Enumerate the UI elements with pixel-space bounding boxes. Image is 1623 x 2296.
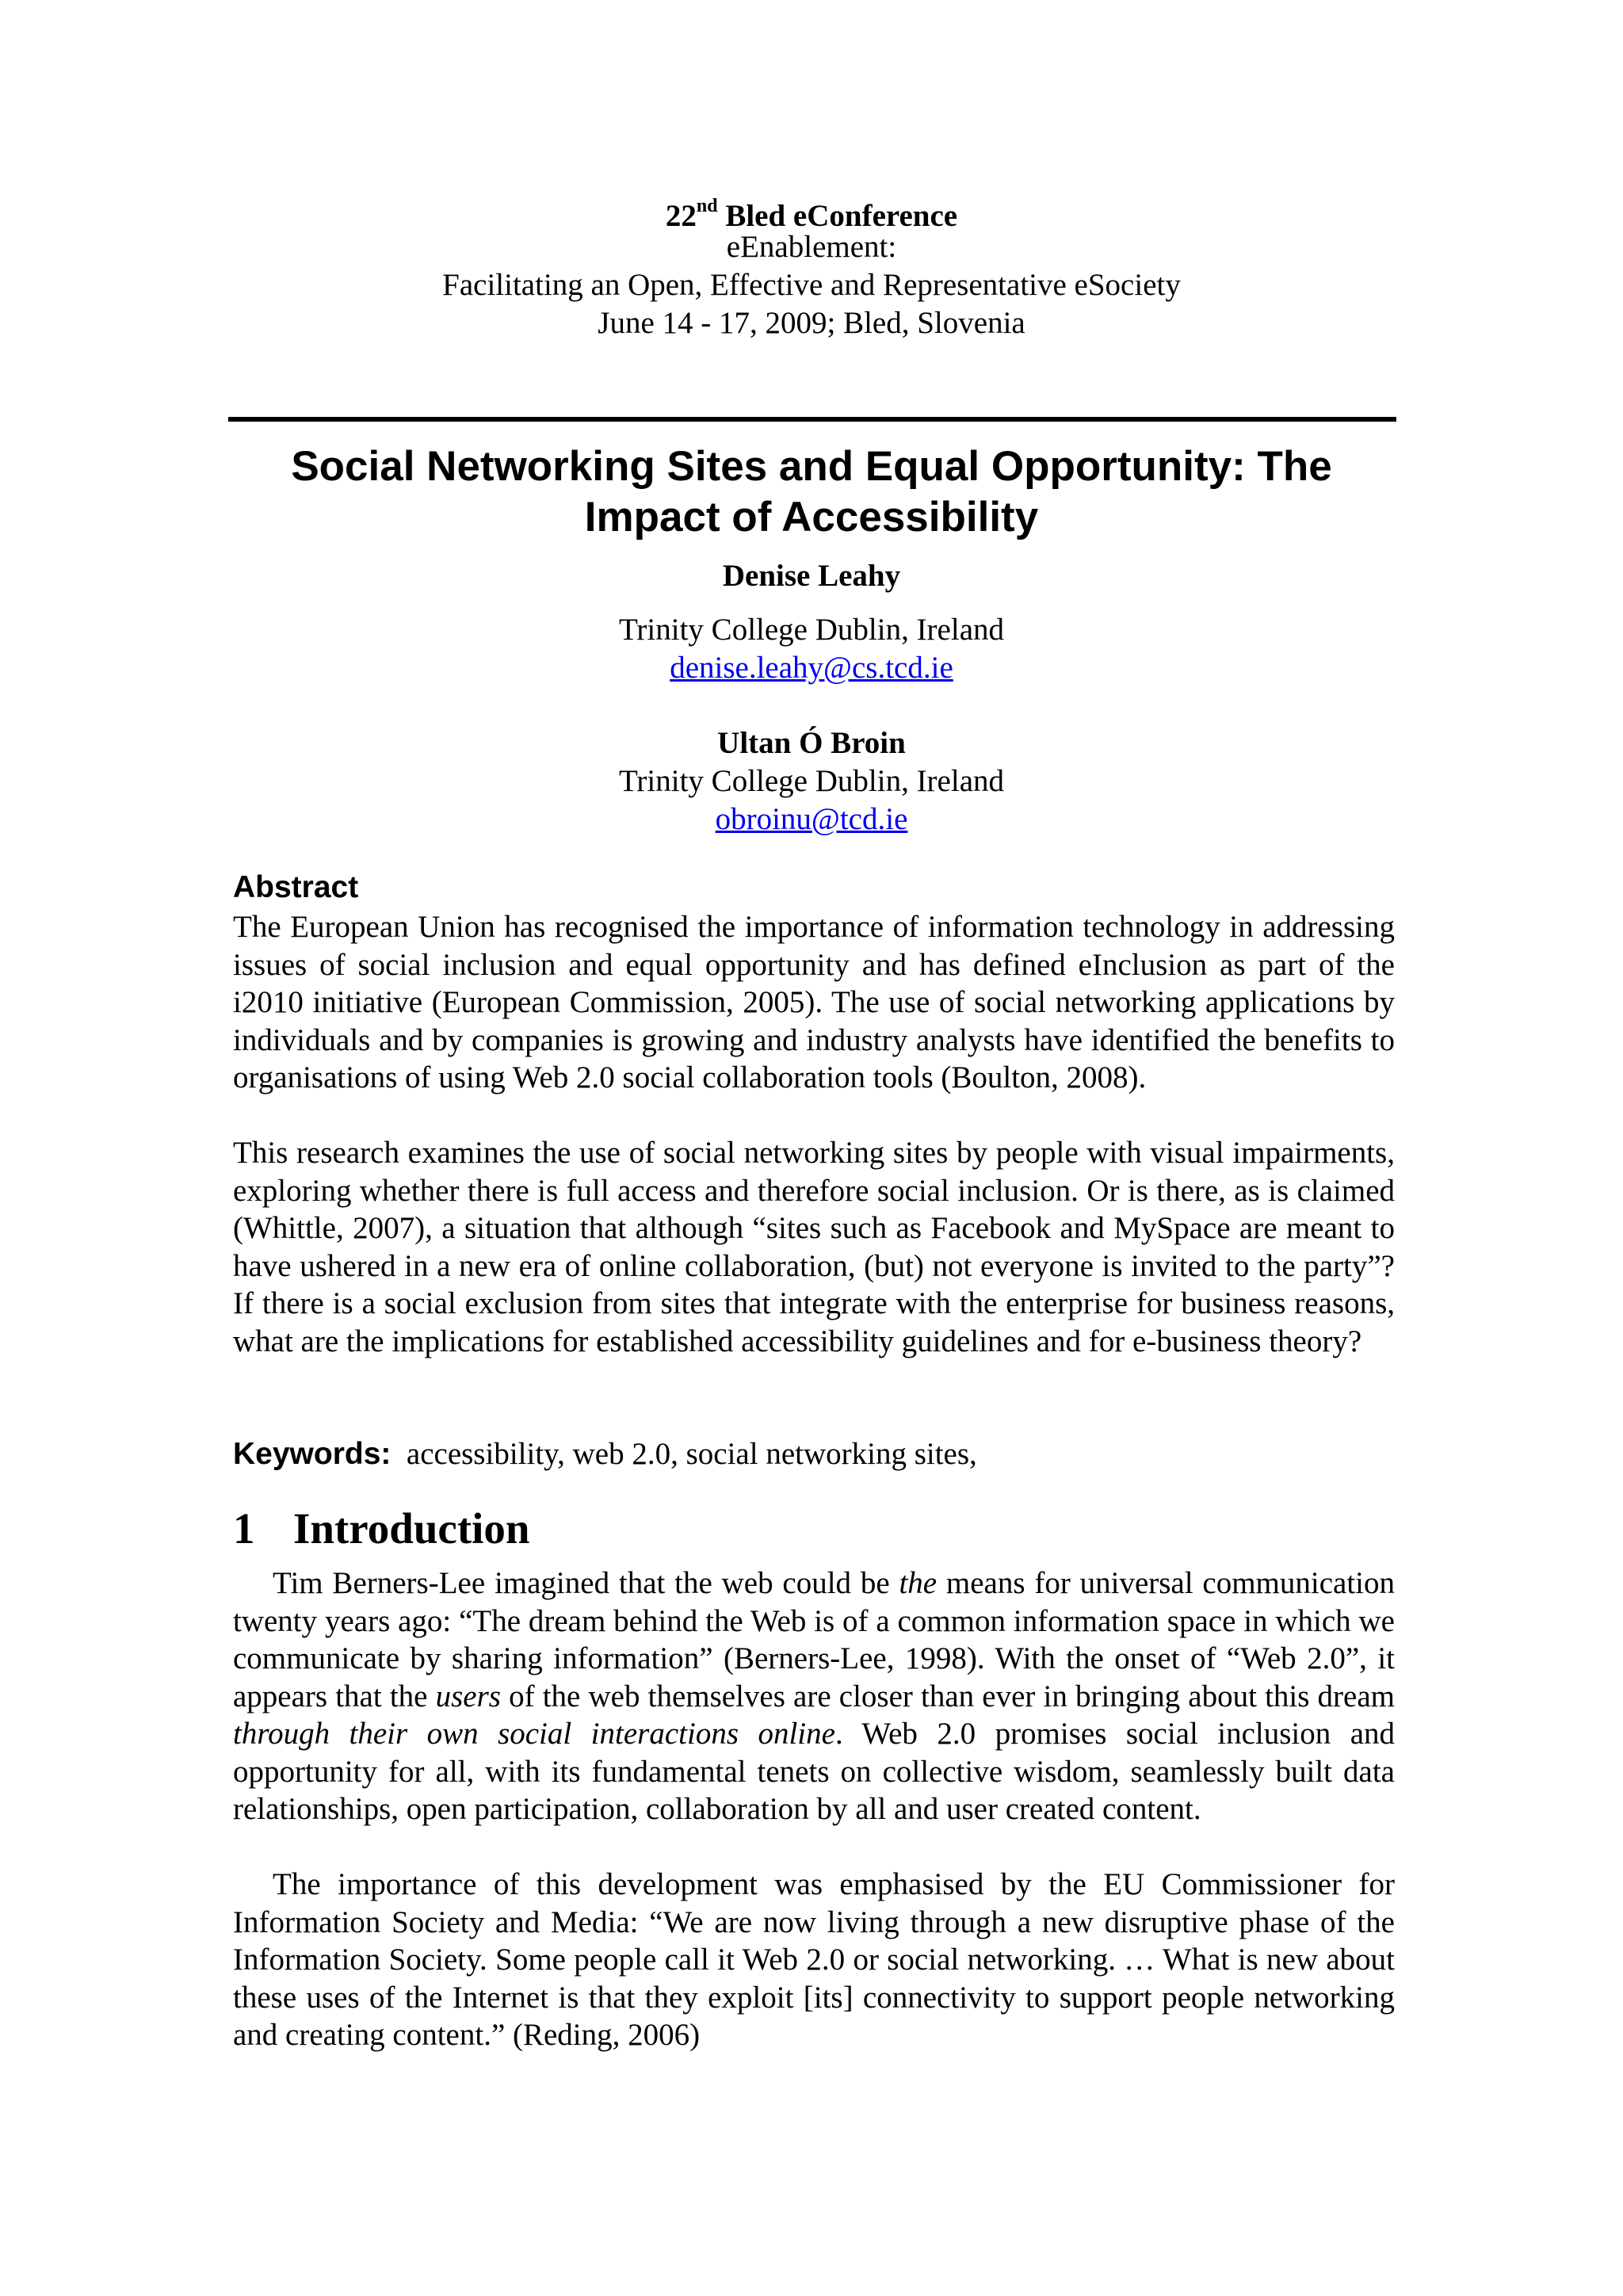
conference-theme: eEnablement: xyxy=(726,230,897,264)
intro-p1-emphasis-the: the xyxy=(899,1566,938,1600)
author-1-email-link[interactable]: denise.leahy@cs.tcd.ie xyxy=(670,651,953,685)
title-divider xyxy=(228,417,1396,422)
introduction-heading xyxy=(233,1503,530,1555)
intro-p1-emphasis-interactions: through their own social interactions online xyxy=(233,1717,835,1751)
conference-number: 22 xyxy=(665,199,697,233)
paper-title-line2: Impact of Accessibility xyxy=(584,494,1039,541)
section-title: Introduction xyxy=(293,1504,530,1553)
introduction-paragraph-1 xyxy=(233,1564,1395,1828)
keywords-text: accessibility, web 2.0, social networking sites, xyxy=(406,1437,977,1471)
intro-p1-text-a: Tim Berners-Lee imagined that the web could be xyxy=(273,1566,899,1600)
intro-p1-emphasis-users: users xyxy=(435,1679,501,1713)
author-2-affiliation: Trinity College Dublin, Ireland xyxy=(618,764,1004,798)
author-1-name: Denise Leahy xyxy=(722,559,901,593)
author-2-email-link[interactable]: obroinu@tcd.ie xyxy=(715,802,908,836)
author-1-affiliation: Trinity College Dublin, Ireland xyxy=(618,613,1004,647)
section-number: 1 xyxy=(233,1504,255,1553)
keywords-line xyxy=(233,1435,977,1473)
paper-title-line1: Social Networking Sites and Equal Opportunity: The xyxy=(291,443,1332,490)
keywords-label: Keywords: xyxy=(233,1437,391,1471)
author-2-name: Ultan Ó Broin xyxy=(717,726,906,760)
introduction-paragraph-2: The importance of this development was emphasised by the EU Commissioner for Information Society and Media: “We are now living through a new disruptive phase of the Information Society. Some people call it Web 2.0 or social networking. … What is new about these uses of the Internet is that they exploit [its] connectivity to support people networking and creating content.” (Reding, 2006) xyxy=(233,1867,1395,2052)
intro-p1-text-c: of the web themselves are closer than ever in bringing about this dream xyxy=(500,1679,1395,1713)
intro-p1-text-d: . Web 2.0 promises social inclusion and opportunity for all, with its fundamental tenets on collective wisdom, seamlessly built data relationships, open participation, collaboration by all and user created content. xyxy=(233,1717,1396,1826)
conference-subtitle: Facilitating an Open, Effective and Representative eSociety xyxy=(442,268,1181,302)
abstract-heading: Abstract xyxy=(233,870,359,904)
conference-number-suffix: nd xyxy=(696,196,718,216)
conference-title: Bled eConference xyxy=(725,199,958,233)
conference-date-location: June 14 - 17, 2009; Bled, Slovenia xyxy=(598,306,1025,340)
abstract-paragraph-2: This research examines the use of social networking sites by people with visual impairments, exploring whether there is full access and therefore social inclusion. Or is there, as is claimed (Whittle, 2007), a situation that although “sites such as Facebook and MySpace are meant to have ushered in a new era of online collaboration, (but) not everyone is invited to the party”? If there is a social exclusion from sites that integrate with the enterprise for business reasons, what are the implications for established accessibility guidelines and for e-business theory? xyxy=(233,1136,1395,1358)
intro-p1-text-b: means for universal communication twenty years ago: “The dream behind the Web is of a common information space in which we communicate by sharing information” (Berners-Lee, 1998). With the onset of “Web 2.0”, it appears that the xyxy=(233,1566,1395,1713)
abstract-paragraph-1: The European Union has recognised the importance of information technology in addressing issues of social inclusion and equal opportunity and has defined eInclusion as part of the i2010 initiative (European Commission, 2005). The use of social networking applications by individuals and by companies is growing and industry analysts have identified the benefits to organisations of using Web 2.0 social collaboration tools (Boulton, 2008). xyxy=(233,910,1395,1095)
